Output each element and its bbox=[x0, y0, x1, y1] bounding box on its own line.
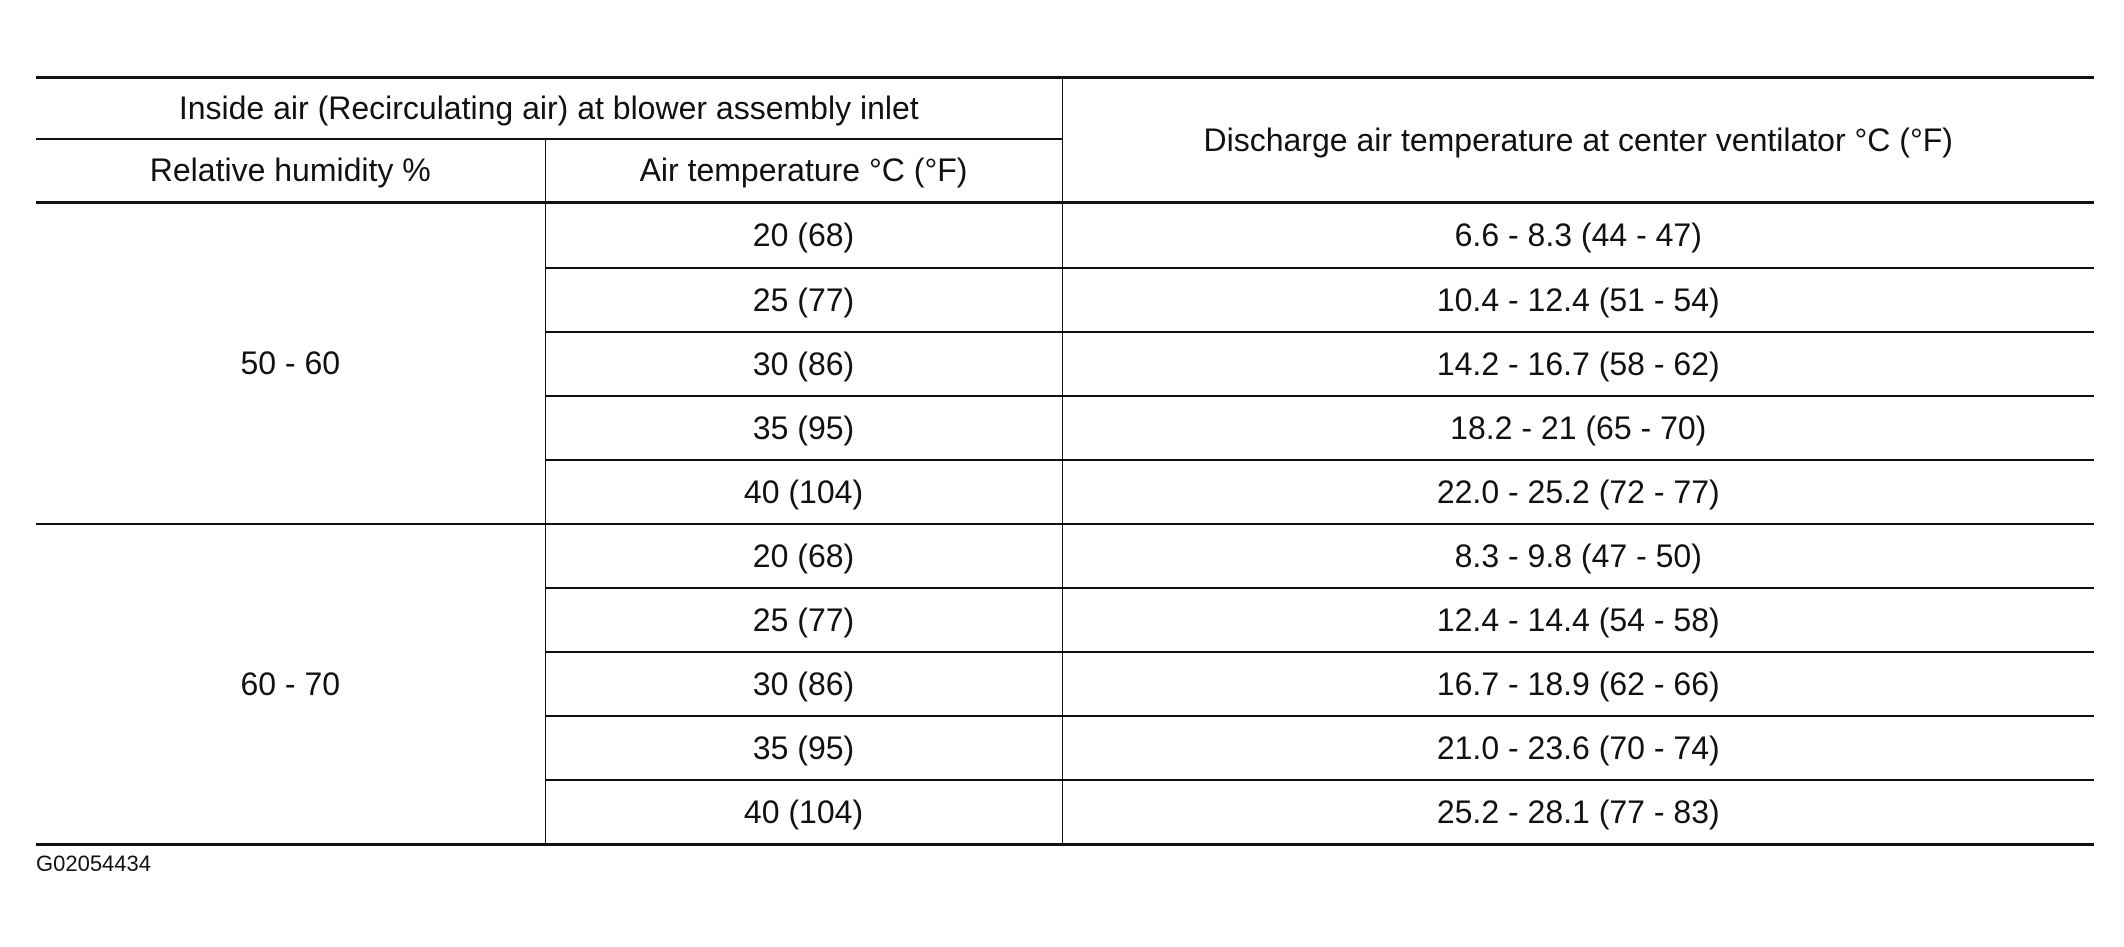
discharge-temp-cell: 21.0 - 23.6 (70 - 74) bbox=[1062, 716, 2094, 780]
air-temp-cell: 40 (104) bbox=[545, 460, 1062, 524]
figure-id: G02054434 bbox=[36, 851, 151, 876]
air-temp-cell: 40 (104) bbox=[545, 780, 1062, 845]
discharge-temp-cell: 10.4 - 12.4 (51 - 54) bbox=[1062, 268, 2094, 332]
humidity-header: Relative humidity % bbox=[149, 152, 431, 188]
discharge-temp-cell: 12.4 - 14.4 (54 - 58) bbox=[1062, 588, 2094, 652]
air-temp-cell: 35 (95) bbox=[545, 716, 1062, 780]
inlet-group-header: Inside air (Recirculating air) at blower assembly inlet bbox=[36, 78, 1062, 140]
air-temp-cell: 35 (95) bbox=[545, 396, 1062, 460]
table-row bbox=[36, 524, 2094, 588]
air-temp-header: Air temperature °C (°F) bbox=[545, 139, 1062, 203]
humidity-cell: 60 - 70 bbox=[36, 524, 545, 845]
table-row bbox=[36, 203, 2094, 269]
air-temp-cell: 20 (68) bbox=[545, 524, 1062, 588]
discharge-temp-cell: 18.2 - 21 (65 - 70) bbox=[1062, 396, 2094, 460]
air-temp-cell: 30 (86) bbox=[545, 652, 1062, 716]
discharge-temp-cell: 6.6 - 8.3 (44 - 47) bbox=[1062, 203, 2094, 269]
performance-table bbox=[36, 76, 2094, 846]
air-temp-cell: 25 (77) bbox=[545, 588, 1062, 652]
air-temp-cell: 30 (86) bbox=[545, 332, 1062, 396]
air-temp-cell: 25 (77) bbox=[545, 268, 1062, 332]
discharge-temp-cell: 16.7 - 18.9 (62 - 66) bbox=[1062, 652, 2094, 716]
discharge-temp-cell: 25.2 - 28.1 (77 - 83) bbox=[1062, 780, 2094, 845]
discharge-temp-header: Discharge air temperature at center ventilator °C (°F) bbox=[1062, 78, 2094, 203]
discharge-temp-cell: 14.2 - 16.7 (58 - 62) bbox=[1062, 332, 2094, 396]
discharge-temp-cell: 8.3 - 9.8 (47 - 50) bbox=[1062, 524, 2094, 588]
air-temp-cell: 20 (68) bbox=[545, 203, 1062, 269]
discharge-temp-cell: 22.0 - 25.2 (72 - 77) bbox=[1062, 460, 2094, 524]
humidity-cell: 50 - 60 bbox=[36, 203, 545, 525]
